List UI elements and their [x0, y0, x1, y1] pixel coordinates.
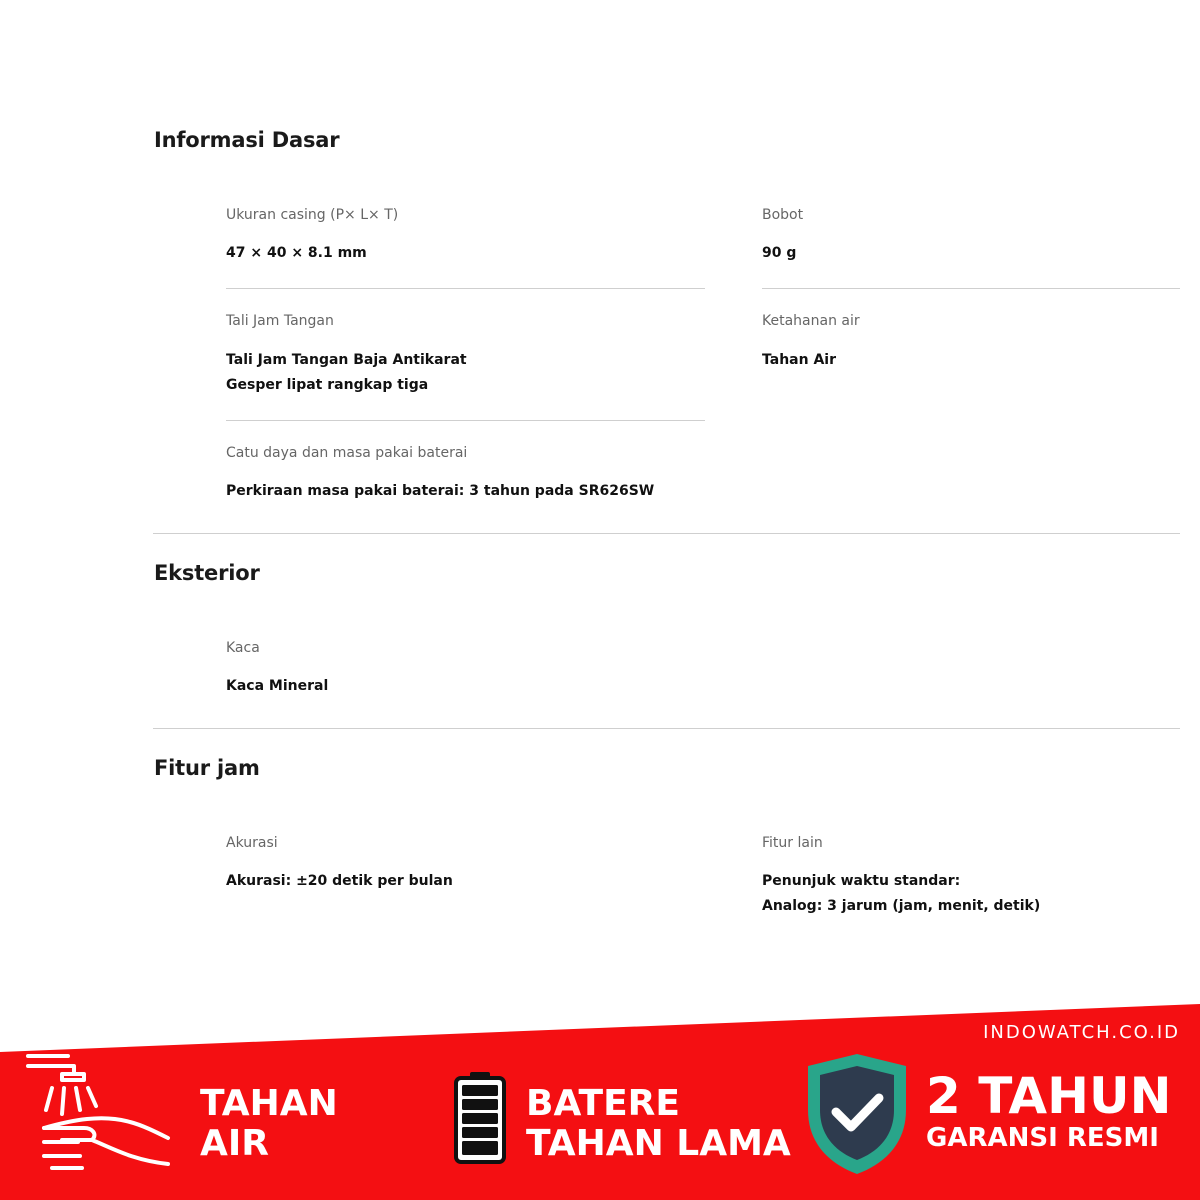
glass-value: Kaca Mineral — [226, 678, 329, 694]
section-title-basic: Informasi Dasar — [154, 128, 340, 152]
water-feature-text — [200, 1084, 338, 1165]
band-value-line: Tali Jam Tangan Baja Antikarat — [226, 352, 467, 368]
warranty-label-text: GARANSI RESMI — [926, 1123, 1159, 1153]
other-features-value — [762, 869, 1040, 919]
other-features-line: Analog: 3 jarum (jam, menit, detik) — [762, 898, 1041, 914]
band-label: Tali Jam Tangan — [226, 313, 334, 329]
water-feature-line: TAHAN — [200, 1083, 338, 1124]
glass-label: Kaca — [226, 640, 260, 656]
other-features-label: Fitur lain — [762, 835, 823, 851]
promo-banner — [0, 1000, 1200, 1200]
section-divider — [153, 728, 1180, 729]
site-url: INDOWATCH.CO.ID — [983, 1022, 1180, 1043]
weight-value: 90 g — [762, 245, 797, 261]
band-value-line: Gesper lipat rangkap tiga — [226, 377, 429, 393]
section-divider — [153, 533, 1180, 534]
case-size-label: Ukuran casing (P× L× T) — [226, 207, 399, 223]
divider — [226, 288, 705, 289]
battery-feature-line: TAHAN LAMA — [526, 1123, 791, 1165]
power-value: Perkiraan masa pakai baterai: 3 tahun pada SR626SW — [226, 483, 655, 499]
other-features-line: Penunjuk waktu standar: — [762, 873, 961, 889]
section-title-features: Fitur jam — [154, 756, 260, 780]
divider — [762, 288, 1180, 289]
power-label: Catu daya dan masa pakai baterai — [226, 445, 468, 461]
accuracy-label: Akurasi — [226, 835, 278, 851]
band-value — [226, 348, 467, 398]
water-resistant-hand-icon — [22, 1048, 172, 1173]
case-size-value: 47 × 40 × 8.1 mm — [226, 245, 367, 261]
shield-check-icon — [804, 1052, 910, 1176]
water-resistance-value: Tahan Air — [762, 352, 836, 368]
water-feature-line: AIR — [200, 1123, 269, 1165]
warranty-years-text: 2 TAHUN — [926, 1067, 1172, 1125]
divider — [226, 420, 705, 421]
weight-label: Bobot — [762, 207, 804, 223]
accuracy-value: Akurasi: ±20 detik per bulan — [226, 873, 453, 889]
water-resistance-label: Ketahanan air — [762, 313, 860, 329]
battery-icon — [452, 1070, 508, 1166]
section-title-exterior: Eksterior — [154, 561, 260, 585]
battery-feature-line: BATERE — [526, 1083, 680, 1124]
battery-feature-text — [526, 1084, 791, 1165]
